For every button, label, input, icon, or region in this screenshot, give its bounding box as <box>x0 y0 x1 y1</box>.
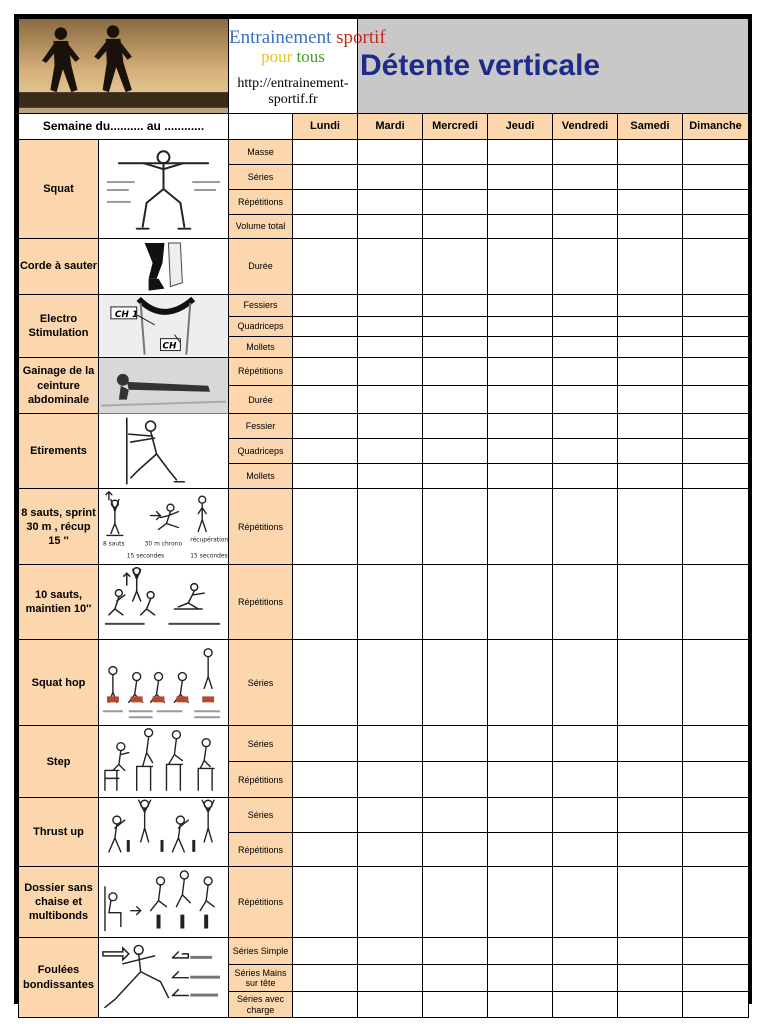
entry-cell-5[interactable] <box>618 414 683 439</box>
entry-cell-0[interactable] <box>293 726 358 762</box>
svg-text:15 secondes: 15 secondes <box>190 552 228 560</box>
entry-cell-4[interactable] <box>553 464 618 489</box>
entry-cell-1[interactable] <box>358 565 423 640</box>
parameter-label: Quadriceps <box>229 316 293 336</box>
entry-cell-3[interactable] <box>488 867 553 937</box>
entry-cell-2[interactable] <box>423 164 488 189</box>
entry-cell-2[interactable] <box>423 414 488 439</box>
parameter-label: Fessier <box>229 414 293 439</box>
entry-cell-4[interactable] <box>553 164 618 189</box>
entry-cell-5[interactable] <box>618 164 683 189</box>
entry-cell-4[interactable] <box>553 357 618 385</box>
exercise-name: Dossier sans chaise et multibonds <box>19 867 99 937</box>
entry-cell-5[interactable] <box>618 238 683 295</box>
bounding-strides-illustration <box>99 937 229 1017</box>
entry-cell-0[interactable] <box>293 833 358 867</box>
svg-text:récupération: récupération <box>190 536 229 544</box>
entry-cell-2[interactable] <box>423 640 488 726</box>
entry-cell-5[interactable] <box>618 464 683 489</box>
entry-cell-4[interactable] <box>553 386 618 414</box>
entry-cell-4[interactable] <box>553 726 618 762</box>
entry-cell-4[interactable] <box>553 867 618 937</box>
day-header-3: Jeudi <box>488 113 553 139</box>
entry-cell-1[interactable] <box>358 464 423 489</box>
entry-cell-1[interactable] <box>358 164 423 189</box>
week-range-label[interactable]: Semaine du.......... au ............ <box>19 113 229 139</box>
entry-cell-6[interactable] <box>683 640 749 726</box>
entry-cell-0[interactable] <box>293 238 358 295</box>
entry-cell-0[interactable] <box>293 965 358 992</box>
day-header-1: Mardi <box>358 113 423 139</box>
exercise-name: Foulées bondissantes <box>19 937 99 1017</box>
entry-cell-5[interactable] <box>618 798 683 833</box>
svg-text:CH 1: CH 1 <box>114 310 139 321</box>
entry-cell-3[interactable] <box>488 238 553 295</box>
entry-cell-5[interactable] <box>618 295 683 316</box>
exercise-row <box>19 295 749 316</box>
entry-cell-4[interactable] <box>553 798 618 833</box>
entry-cell-0[interactable] <box>293 386 358 414</box>
entry-cell-1[interactable] <box>358 937 423 964</box>
step-illustration <box>99 726 229 798</box>
entry-cell-6[interactable] <box>683 214 749 238</box>
entry-cell-5[interactable] <box>618 762 683 798</box>
entry-cell-4[interactable] <box>553 214 618 238</box>
day-header-6: Dimanche <box>683 113 749 139</box>
entry-cell-5[interactable] <box>618 937 683 964</box>
entry-cell-2[interactable] <box>423 336 488 357</box>
entry-cell-3[interactable] <box>488 798 553 833</box>
entry-cell-4[interactable] <box>553 238 618 295</box>
thrust-up-illustration <box>99 798 229 867</box>
entry-cell-2[interactable] <box>423 316 488 336</box>
entry-cell-3[interactable] <box>488 189 553 214</box>
parameter-label: Mollets <box>229 464 293 489</box>
exercise-row <box>19 937 749 964</box>
stretching-illustration <box>99 414 229 489</box>
exercise-row <box>19 414 749 439</box>
entry-cell-1[interactable] <box>358 965 423 992</box>
parameter-label: Répétitions <box>229 833 293 867</box>
entry-cell-2[interactable] <box>423 189 488 214</box>
logo-line-2 <box>229 47 357 67</box>
entry-cell-0[interactable] <box>293 189 358 214</box>
squat-illustration <box>99 139 229 238</box>
entry-cell-5[interactable] <box>618 992 683 1018</box>
svg-text:15 secondes: 15 secondes <box>126 552 165 560</box>
entry-cell-1[interactable] <box>358 640 423 726</box>
entry-cell-5[interactable] <box>618 489 683 565</box>
entry-cell-3[interactable] <box>488 439 553 464</box>
entry-cell-6[interactable] <box>683 189 749 214</box>
exercise-name: Corde à sauter <box>19 238 99 295</box>
entry-cell-3[interactable] <box>488 489 553 565</box>
logo-word-sportif: sportif <box>336 27 386 48</box>
parameter-label: Répétitions <box>229 357 293 385</box>
exercise-row <box>19 726 749 762</box>
entry-cell-1[interactable] <box>358 386 423 414</box>
parameter-label: Répétitions <box>229 189 293 214</box>
exercise-row <box>19 640 749 726</box>
entry-cell-0[interactable] <box>293 316 358 336</box>
entry-cell-4[interactable] <box>553 640 618 726</box>
parameter-label: Séries <box>229 726 293 762</box>
entry-cell-6[interactable] <box>683 386 749 414</box>
entry-cell-5[interactable] <box>618 386 683 414</box>
entry-cell-1[interactable] <box>358 189 423 214</box>
logo-line-1 <box>229 27 386 49</box>
entry-cell-6[interactable] <box>683 139 749 164</box>
exercise-row <box>19 357 749 385</box>
entry-cell-2[interactable] <box>423 464 488 489</box>
entry-cell-2[interactable] <box>423 798 488 833</box>
entry-cell-2[interactable] <box>423 833 488 867</box>
entry-cell-2[interactable] <box>423 386 488 414</box>
day-header-2: Mercredi <box>423 113 488 139</box>
entry-cell-1[interactable] <box>358 214 423 238</box>
exercise-name: Squat <box>19 139 99 238</box>
parameter-label: Masse <box>229 139 293 164</box>
entry-cell-2[interactable] <box>423 139 488 164</box>
training-sheet <box>14 14 752 1015</box>
svg-text:CH: CH <box>162 341 177 352</box>
parameter-label: Séries <box>229 640 293 726</box>
entry-cell-5[interactable] <box>618 640 683 726</box>
parameter-label: Séries Simple <box>229 937 293 964</box>
entry-cell-6[interactable] <box>683 295 749 316</box>
exercise-row <box>19 798 749 833</box>
exercise-name: Squat hop <box>19 640 99 726</box>
entry-cell-3[interactable] <box>488 214 553 238</box>
entry-cell-1[interactable] <box>358 357 423 385</box>
entry-cell-2[interactable] <box>423 726 488 762</box>
exercise-name: 10 sauts, maintien 10'' <box>19 565 99 640</box>
entry-cell-4[interactable] <box>553 414 618 439</box>
entry-cell-1[interactable] <box>358 316 423 336</box>
entry-cell-6[interactable] <box>683 992 749 1018</box>
entry-cell-3[interactable] <box>488 937 553 964</box>
entry-cell-5[interactable] <box>618 189 683 214</box>
electro-stimulation-illustration <box>99 295 229 358</box>
entry-cell-4[interactable] <box>553 316 618 336</box>
entry-cell-1[interactable] <box>358 798 423 833</box>
entry-cell-0[interactable] <box>293 798 358 833</box>
parameter-label: Durée <box>229 386 293 414</box>
entry-cell-6[interactable] <box>683 336 749 357</box>
entry-cell-2[interactable] <box>423 565 488 640</box>
entry-cell-0[interactable] <box>293 565 358 640</box>
entry-cell-4[interactable] <box>553 336 618 357</box>
entry-cell-5[interactable] <box>618 867 683 937</box>
entry-cell-3[interactable] <box>488 565 553 640</box>
entry-cell-1[interactable] <box>358 867 423 937</box>
jumps-sprint-illustration <box>99 489 229 565</box>
entry-cell-3[interactable] <box>488 833 553 867</box>
entry-cell-2[interactable] <box>423 357 488 385</box>
entry-cell-6[interactable] <box>683 798 749 833</box>
jump-rope-illustration <box>99 238 229 295</box>
entry-cell-6[interactable] <box>683 316 749 336</box>
day-header-0: Lundi <box>293 113 358 139</box>
exercise-name: Step <box>19 726 99 798</box>
entry-cell-3[interactable] <box>488 139 553 164</box>
entry-cell-3[interactable] <box>488 295 553 316</box>
svg-text:8 sauts: 8 sauts <box>102 540 125 548</box>
entry-cell-2[interactable] <box>423 937 488 964</box>
entry-cell-4[interactable] <box>553 937 618 964</box>
exercise-row <box>19 489 749 565</box>
entry-cell-1[interactable] <box>358 238 423 295</box>
entry-cell-1[interactable] <box>358 762 423 798</box>
entry-cell-5[interactable] <box>618 214 683 238</box>
exercise-name: Gainage de la ceinture abdominale <box>19 357 99 414</box>
entry-cell-0[interactable] <box>293 992 358 1018</box>
entry-cell-0[interactable] <box>293 464 358 489</box>
entry-cell-3[interactable] <box>488 464 553 489</box>
entry-cell-6[interactable] <box>683 238 749 295</box>
entry-cell-6[interactable] <box>683 762 749 798</box>
entry-cell-1[interactable] <box>358 439 423 464</box>
parameter-label: Durée <box>229 238 293 295</box>
entry-cell-2[interactable] <box>423 295 488 316</box>
entry-cell-2[interactable] <box>423 762 488 798</box>
entry-cell-2[interactable] <box>423 238 488 295</box>
entry-cell-4[interactable] <box>553 189 618 214</box>
entry-cell-3[interactable] <box>488 164 553 189</box>
site-logo <box>229 19 386 114</box>
exercise-row <box>19 867 749 937</box>
entry-cell-3[interactable] <box>488 336 553 357</box>
parameter-label: Fessiers <box>229 295 293 316</box>
entry-cell-5[interactable] <box>618 139 683 164</box>
entry-cell-4[interactable] <box>553 965 618 992</box>
entry-cell-6[interactable] <box>683 867 749 937</box>
logo-word-entrainement: Entrainement <box>229 27 332 48</box>
entry-cell-3[interactable] <box>488 414 553 439</box>
entry-cell-5[interactable] <box>618 833 683 867</box>
parameter-label: Mollets <box>229 336 293 357</box>
entry-cell-2[interactable] <box>423 489 488 565</box>
entry-cell-5[interactable] <box>618 565 683 640</box>
entry-cell-1[interactable] <box>358 414 423 439</box>
svg-text:30 m chrono: 30 m chrono <box>144 540 183 548</box>
entry-cell-3[interactable] <box>488 316 553 336</box>
entry-cell-0[interactable] <box>293 640 358 726</box>
logo-word-pour: pour <box>261 47 293 66</box>
entry-cell-0[interactable] <box>293 295 358 316</box>
exercise-row <box>19 238 749 295</box>
entry-cell-4[interactable] <box>553 489 618 565</box>
entry-cell-6[interactable] <box>683 565 749 640</box>
entry-cell-1[interactable] <box>358 139 423 164</box>
entry-cell-4[interactable] <box>553 295 618 316</box>
entry-cell-0[interactable] <box>293 937 358 964</box>
entry-cell-0[interactable] <box>293 414 358 439</box>
entry-cell-6[interactable] <box>683 965 749 992</box>
entry-cell-3[interactable] <box>488 762 553 798</box>
entry-cell-6[interactable] <box>683 464 749 489</box>
exercise-name: 8 sauts, sprint 30 m , récup 15 '' <box>19 489 99 565</box>
wall-sit-multibounds-illustration <box>99 867 229 937</box>
entry-cell-6[interactable] <box>683 833 749 867</box>
entry-cell-2[interactable] <box>423 439 488 464</box>
title-cell <box>358 19 749 114</box>
site-url[interactable]: http://entrainement-sportif.fr <box>237 76 349 107</box>
parameter-label: Séries Mains sur tête <box>229 965 293 992</box>
parameter-label: Volume total <box>229 214 293 238</box>
entry-cell-0[interactable] <box>293 762 358 798</box>
entry-cell-1[interactable] <box>358 726 423 762</box>
entry-cell-4[interactable] <box>553 833 618 867</box>
parameter-label: Répétitions <box>229 565 293 640</box>
entry-cell-0[interactable] <box>293 439 358 464</box>
parameter-label: Séries <box>229 798 293 833</box>
parameter-label: Séries <box>229 164 293 189</box>
entry-cell-1[interactable] <box>358 489 423 565</box>
entry-cell-1[interactable] <box>358 336 423 357</box>
parameter-label: Quadriceps <box>229 439 293 464</box>
entry-cell-4[interactable] <box>553 139 618 164</box>
parameter-label: Répétitions <box>229 489 293 565</box>
exercise-row <box>19 139 749 164</box>
entry-cell-6[interactable] <box>683 414 749 439</box>
entry-cell-3[interactable] <box>488 357 553 385</box>
entry-cell-1[interactable] <box>358 992 423 1018</box>
entry-cell-6[interactable] <box>683 439 749 464</box>
entry-cell-4[interactable] <box>553 762 618 798</box>
entry-cell-2[interactable] <box>423 214 488 238</box>
entry-cell-2[interactable] <box>423 965 488 992</box>
parameter-label: Répétitions <box>229 867 293 937</box>
entry-cell-0[interactable] <box>293 139 358 164</box>
entry-cell-6[interactable] <box>683 937 749 964</box>
runners-photo <box>19 19 229 114</box>
entry-cell-0[interactable] <box>293 357 358 385</box>
entry-cell-0[interactable] <box>293 336 358 357</box>
parameter-label: Répétitions <box>229 762 293 798</box>
entry-cell-6[interactable] <box>683 489 749 565</box>
entry-cell-5[interactable] <box>618 965 683 992</box>
exercise-name: Thrust up <box>19 798 99 867</box>
entry-cell-5[interactable] <box>618 726 683 762</box>
entry-cell-3[interactable] <box>488 992 553 1018</box>
exercise-name: Etirements <box>19 414 99 489</box>
entry-cell-3[interactable] <box>488 640 553 726</box>
entry-cell-3[interactable] <box>488 965 553 992</box>
logo-word-tous: tous <box>296 47 325 66</box>
page-title: Détente verticale <box>360 48 601 82</box>
entry-cell-0[interactable] <box>293 489 358 565</box>
entry-cell-5[interactable] <box>618 336 683 357</box>
entry-cell-4[interactable] <box>553 565 618 640</box>
entry-cell-1[interactable] <box>358 833 423 867</box>
entry-cell-0[interactable] <box>293 164 358 189</box>
parameter-label: Séries avec charge <box>229 992 293 1018</box>
entry-cell-2[interactable] <box>423 992 488 1018</box>
entry-cell-4[interactable] <box>553 992 618 1018</box>
day-header-4: Vendredi <box>553 113 618 139</box>
entry-cell-5[interactable] <box>618 439 683 464</box>
entry-cell-6[interactable] <box>683 357 749 385</box>
jumps-hold-illustration <box>99 565 229 640</box>
plank-illustration <box>99 357 229 414</box>
entry-cell-3[interactable] <box>488 726 553 762</box>
entry-cell-3[interactable] <box>488 386 553 414</box>
exercise-row <box>19 565 749 640</box>
entry-cell-5[interactable] <box>618 316 683 336</box>
day-header-5: Samedi <box>618 113 683 139</box>
entry-cell-2[interactable] <box>423 867 488 937</box>
entry-cell-6[interactable] <box>683 726 749 762</box>
entry-cell-0[interactable] <box>293 214 358 238</box>
entry-cell-5[interactable] <box>618 357 683 385</box>
exercise-name: Electro Stimulation <box>19 295 99 358</box>
entry-cell-6[interactable] <box>683 164 749 189</box>
runners-silhouette-image <box>19 19 228 108</box>
header-blank-cell <box>229 113 293 139</box>
entry-cell-0[interactable] <box>293 867 358 937</box>
training-table <box>18 18 749 1018</box>
squat-hop-illustration <box>99 640 229 726</box>
entry-cell-4[interactable] <box>553 439 618 464</box>
entry-cell-1[interactable] <box>358 295 423 316</box>
